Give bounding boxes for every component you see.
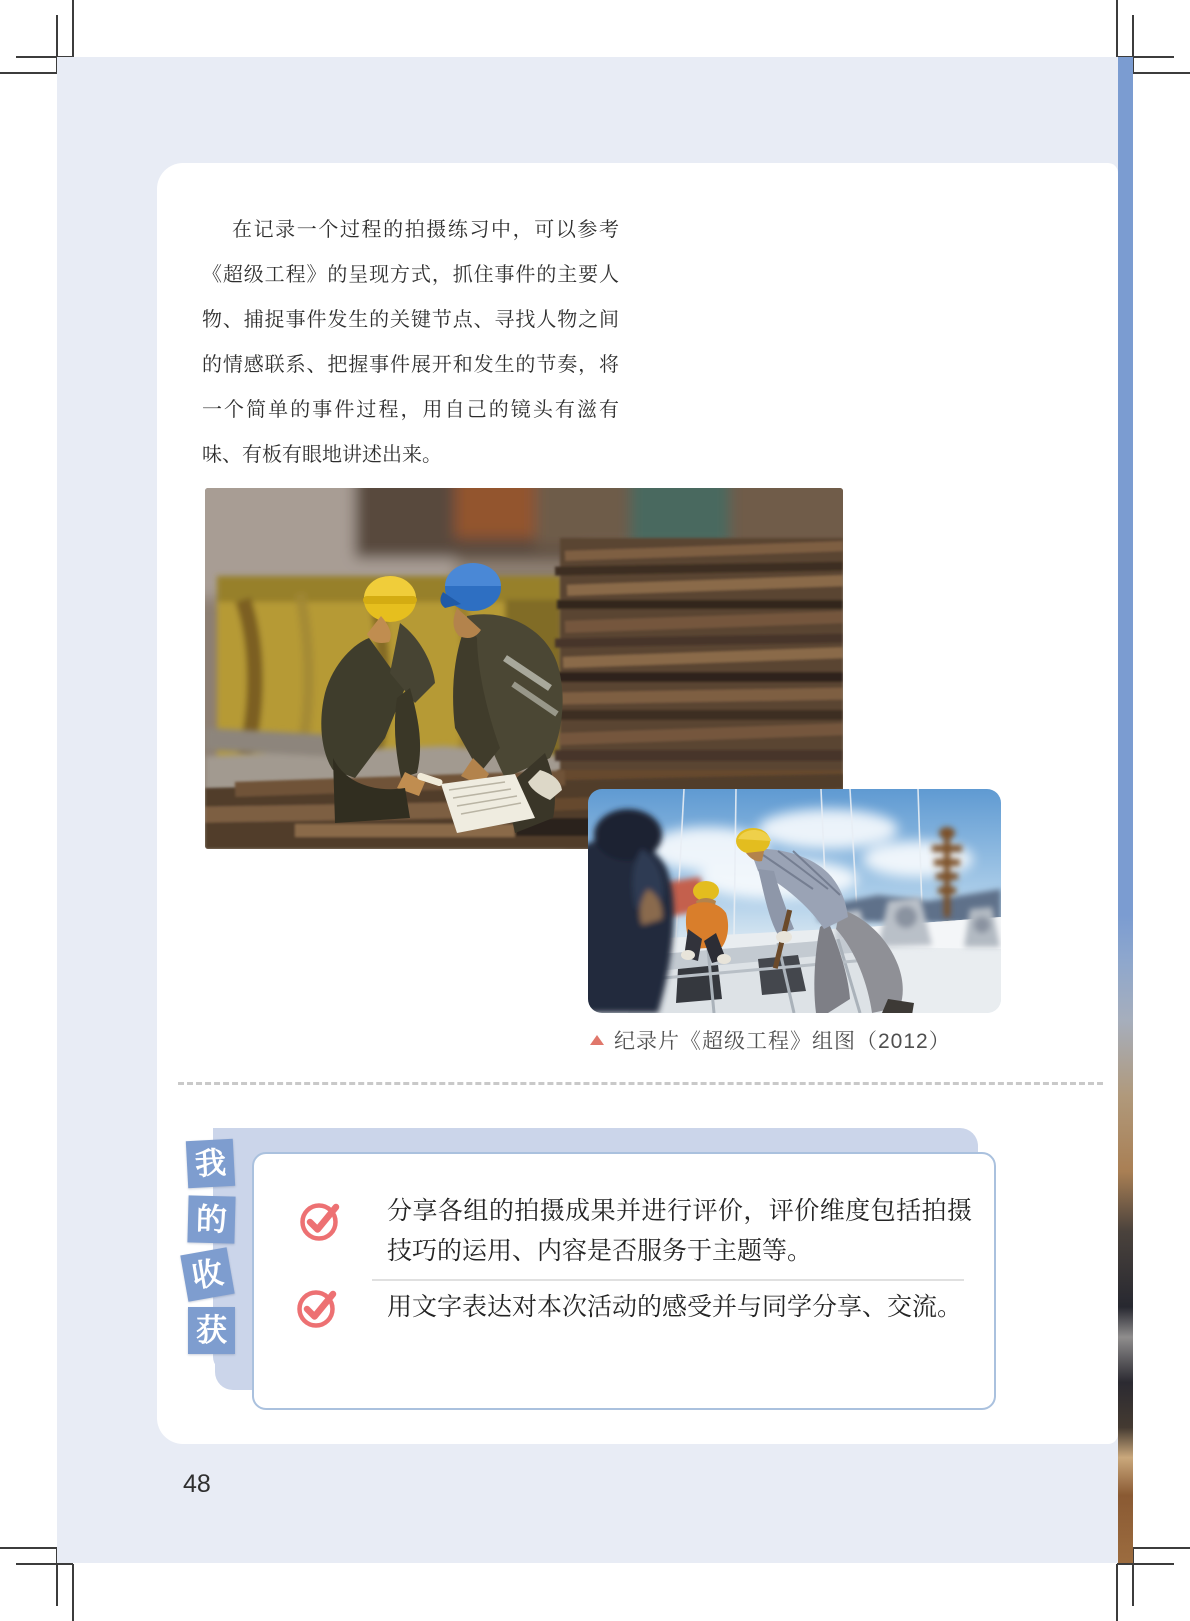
paragraph-line: 在记录一个过程的拍摄练习中，可以参考 <box>232 219 619 241</box>
gain-item-text: 分享各组的拍摄成果并进行评价，评价维度包括拍摄技巧的运用、内容是否服务于主题等。 <box>387 1198 972 1265</box>
photo-caption <box>590 1025 951 1055</box>
photo-caption-text: 纪录片《超级工程》组图（2012） <box>614 1030 951 1053</box>
gains-box <box>252 1152 996 1410</box>
page-number: 48 <box>183 1470 211 1498</box>
dashed-divider <box>178 1082 1103 1085</box>
gains-item-divider <box>372 1279 964 1281</box>
paragraph-line: 《超级工程》的呈现方式，抓住事件的主要人 <box>202 264 619 286</box>
photo-workers-on-steel-deck <box>588 789 1001 1013</box>
gains-title-char: 收 <box>180 1247 234 1301</box>
intro-paragraph <box>202 208 619 478</box>
gains-title-char: 获 <box>188 1307 235 1354</box>
foreground-worker-back <box>588 809 674 1013</box>
paragraph-line: 物、捕捉事件发生的关键节点、寻找人物之间 <box>202 309 619 331</box>
check-circle-icon <box>298 1199 342 1243</box>
check-circle-icon <box>295 1286 339 1330</box>
gain-item-text: 用文字表达对本次活动的感受并与同学分享、交流。 <box>387 1294 963 1321</box>
content-panel <box>157 163 1118 1444</box>
caption-marker-icon <box>590 1035 604 1045</box>
gains-title-char: 的 <box>187 1195 235 1243</box>
paragraph-line: 味、有板有眼地讲述出来。 <box>202 444 442 466</box>
side-photo-strip <box>1118 57 1133 1563</box>
paragraph-line: 的情感联系、把握事件展开和发生的节奏，将 <box>202 354 619 376</box>
gains-title-char: 我 <box>186 1139 235 1188</box>
paragraph-line: 一个简单的事件过程，用自己的镜头有滋有 <box>202 399 619 421</box>
